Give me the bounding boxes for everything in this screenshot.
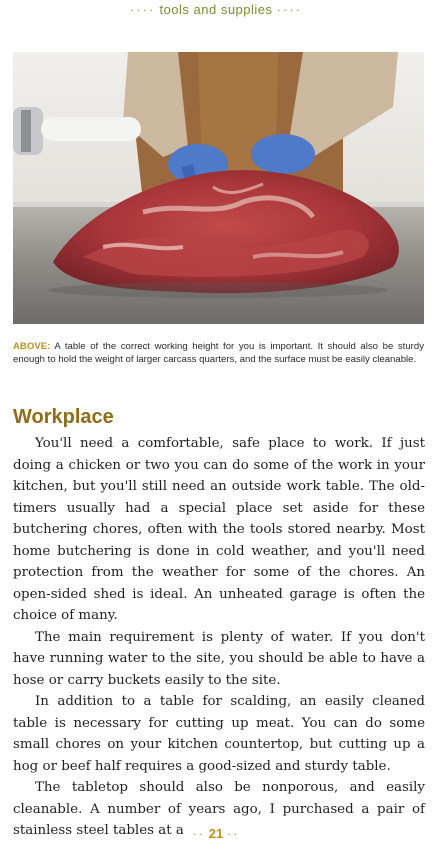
running-head-title: tools and supplies	[159, 2, 273, 17]
header-dots-left: ····	[130, 2, 156, 17]
folio-dots-left: ··	[192, 826, 206, 841]
running-head	[0, 2, 432, 17]
caption-label: ABOVE:	[13, 341, 51, 352]
body-text	[13, 433, 425, 842]
photo-caption	[13, 340, 424, 366]
section-heading: Workplace	[13, 406, 114, 428]
folio-dots-right: ··	[226, 826, 240, 841]
header-dots-right: ····	[276, 2, 302, 17]
paragraph-cutting-table: In addition to a table for scalding, an easily cleaned table is necessary for cutting up meat. You can do some small chores on your kitchen countertop, but cutting up a hog or beef half requires a good-sized and sturdy table.	[13, 694, 425, 774]
page-number: 21	[208, 826, 224, 841]
caption-text: A table of the correct working height for you is important. It should also be sturdy enough to hold the weight of larger carcass quarters, and the surface must be easily cleanable.	[13, 341, 424, 365]
paragraph-water: The main requirement is plenty of water. If you don't have running water to the site, you should be able to have a hose or carry buckets easily to the site.	[13, 629, 425, 688]
paragraph-workplace: You'll need a comfortable, safe place to work. If just doing a chicken or two you can do some of the work in your kitchen, but you'll still need an outside work table. The old-timers usually had a special place set aside for these butchering chores, often with the tools stored nearby. Most home butchering is done in cold weather, and you'll need protection from the weather for some of the chores. An open-sided shed is ideal. An unheated garage is often the choice of many.	[13, 436, 425, 623]
photo-meat-on-table	[13, 52, 424, 324]
page-folio	[0, 826, 432, 841]
photo-illustration	[13, 52, 424, 324]
paragraph-tabletop: The tabletop should also be nonporous, and easily cleanable. A number of years ago, I purchased a pair of stainless steel tables at a	[13, 780, 425, 838]
